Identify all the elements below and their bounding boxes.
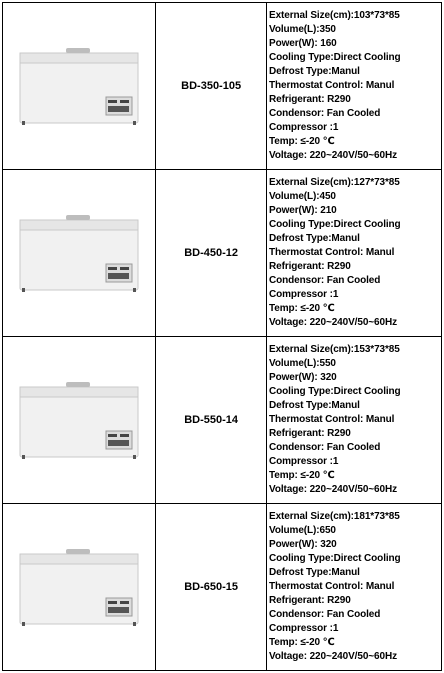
- spec-thermostat: Thermostat Control: Manul: [269, 247, 395, 258]
- spec-compressor: Compressor :1: [269, 623, 339, 634]
- spec-condensor: Condensor: Fan Cooled: [269, 442, 381, 453]
- spec-volume: Volume(L):450: [269, 191, 336, 202]
- spec-thermostat: Thermostat Control: Manul: [269, 581, 395, 592]
- spec-power: Power(W): 210: [269, 205, 337, 216]
- spec-external-size: External Size(cm):127*73*85: [269, 177, 400, 188]
- spec-refrigerant: Refrigerant: R290: [269, 428, 351, 439]
- spec-voltage: Voltage: 220~240V/50~60Hz: [269, 484, 397, 495]
- product-rows: [3, 3, 442, 671]
- spec-voltage: Voltage: 220~240V/50~60Hz: [269, 150, 397, 161]
- model-number: BD-650-15: [156, 504, 267, 671]
- product-image-cell: [3, 3, 156, 170]
- spec-list: [267, 504, 442, 671]
- model-number: BD-550-14: [156, 337, 267, 504]
- spec-refrigerant: Refrigerant: R290: [269, 94, 351, 105]
- spec-condensor: Condensor: Fan Cooled: [269, 108, 381, 119]
- spec-defrost-type: Defrost Type:Manul: [269, 66, 360, 77]
- spec-compressor: Compressor :1: [269, 456, 339, 467]
- spec-volume: Volume(L):350: [269, 24, 336, 35]
- spec-external-size: External Size(cm):103*73*85: [269, 10, 400, 21]
- product-spec-table: [2, 2, 442, 671]
- model-number: BD-450-12: [156, 170, 267, 337]
- spec-temp: Temp: ≤-20 ℃: [269, 303, 335, 314]
- spec-temp: Temp: ≤-20 ℃: [269, 470, 335, 481]
- spec-external-size: External Size(cm):181*73*85: [269, 511, 400, 522]
- spec-cooling-type: Cooling Type:Direct Cooling: [269, 386, 401, 397]
- product-row: [3, 337, 442, 504]
- product-image-cell: [3, 170, 156, 337]
- spec-power: Power(W): 320: [269, 539, 337, 550]
- spec-refrigerant: Refrigerant: R290: [269, 595, 351, 606]
- spec-external-size: External Size(cm):153*73*85: [269, 344, 400, 355]
- spec-thermostat: Thermostat Control: Manul: [269, 80, 395, 91]
- chest-freezer-image: [18, 546, 140, 628]
- spec-cooling-type: Cooling Type:Direct Cooling: [269, 52, 401, 63]
- product-image-cell: [3, 504, 156, 671]
- spec-temp: Temp: ≤-20 ℃: [269, 637, 335, 648]
- product-image-cell: [3, 337, 156, 504]
- spec-defrost-type: Defrost Type:Manul: [269, 233, 360, 244]
- spec-compressor: Compressor :1: [269, 289, 339, 300]
- spec-voltage: Voltage: 220~240V/50~60Hz: [269, 317, 397, 328]
- spec-volume: Volume(L):650: [269, 525, 336, 536]
- spec-condensor: Condensor: Fan Cooled: [269, 609, 381, 620]
- product-row: [3, 3, 442, 170]
- spec-compressor: Compressor :1: [269, 122, 339, 133]
- spec-cooling-type: Cooling Type:Direct Cooling: [269, 219, 401, 230]
- spec-temp: Temp: ≤-20 ℃: [269, 136, 335, 147]
- spec-condensor: Condensor: Fan Cooled: [269, 275, 381, 286]
- spec-volume: Volume(L):550: [269, 358, 336, 369]
- spec-defrost-type: Defrost Type:Manul: [269, 567, 360, 578]
- chest-freezer-image: [18, 379, 140, 461]
- spec-list: [267, 170, 442, 337]
- model-number: BD-350-105: [156, 3, 267, 170]
- chest-freezer-image: [18, 212, 140, 294]
- product-row: [3, 504, 442, 671]
- spec-list: [267, 3, 442, 170]
- chest-freezer-image: [18, 45, 140, 127]
- spec-list: [267, 337, 442, 504]
- spec-defrost-type: Defrost Type:Manul: [269, 400, 360, 411]
- spec-thermostat: Thermostat Control: Manul: [269, 414, 395, 425]
- product-row: [3, 170, 442, 337]
- spec-power: Power(W): 160: [269, 38, 337, 49]
- spec-refrigerant: Refrigerant: R290: [269, 261, 351, 272]
- spec-cooling-type: Cooling Type:Direct Cooling: [269, 553, 401, 564]
- spec-voltage: Voltage: 220~240V/50~60Hz: [269, 651, 397, 662]
- spec-power: Power(W): 320: [269, 372, 337, 383]
